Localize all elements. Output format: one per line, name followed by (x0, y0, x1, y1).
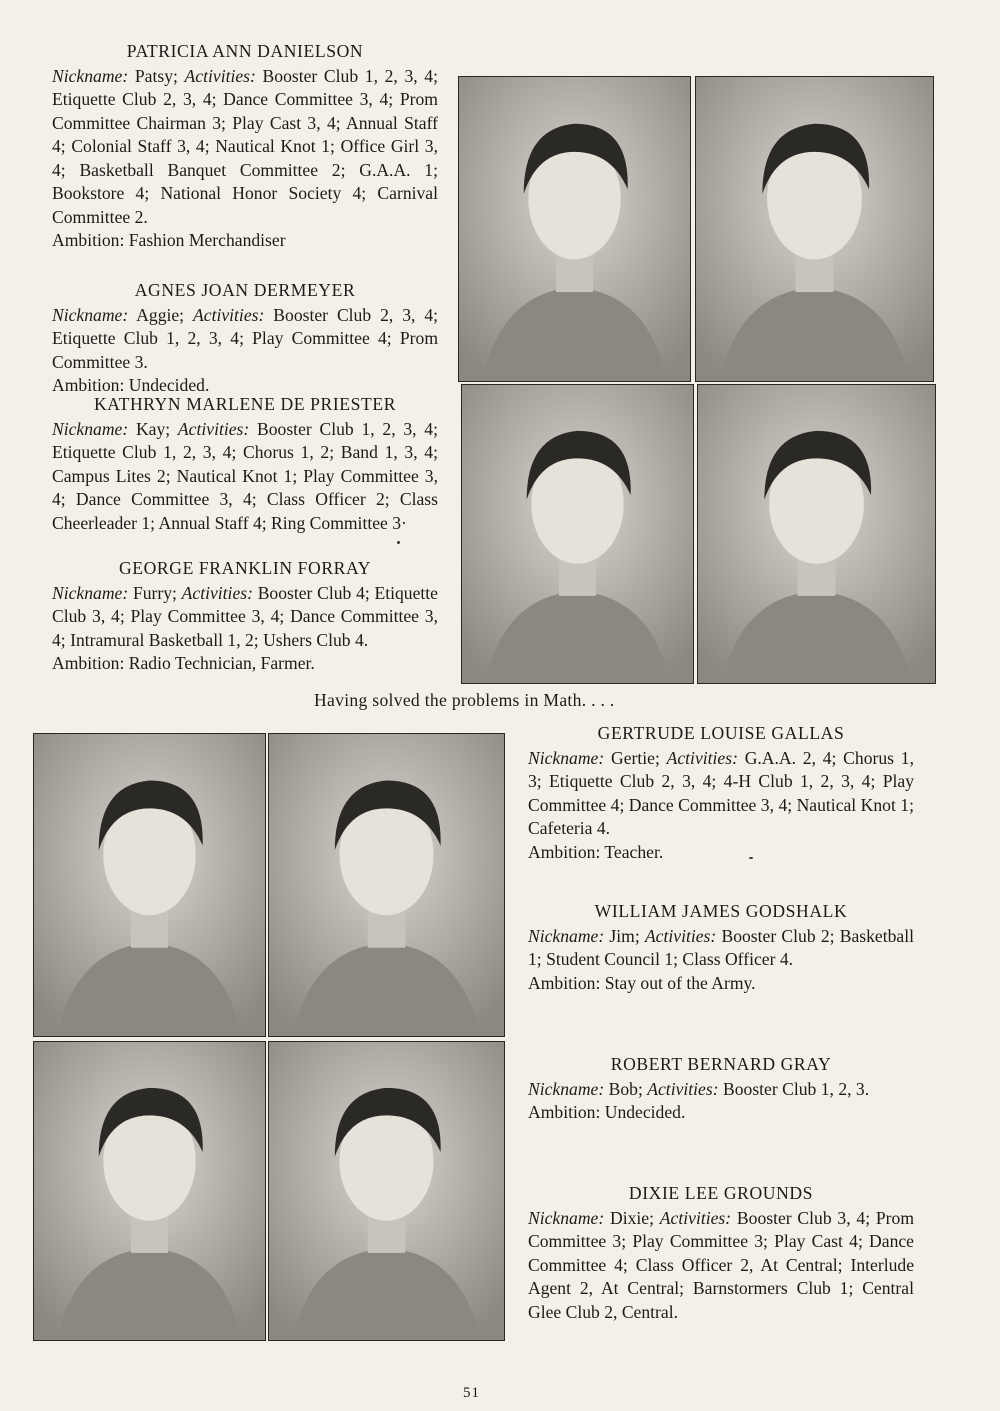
student-details (52, 304, 438, 375)
portrait-silhouette (698, 385, 935, 683)
student-entry-grounds (528, 1182, 914, 1324)
portrait-photo (461, 384, 694, 684)
activities-label: Activities: (181, 582, 253, 603)
student-details (528, 1078, 914, 1102)
activities-value: Booster Club 4; Etiquette Club 3, 4; Play Committee 3, 4; Dance Committee 3, 4; Intramural Basketball 1, 2; Ushers Club 4. (52, 582, 438, 650)
student-name: GERTRUDE LOUISE GALLAS (597, 723, 845, 743)
activities-value: Booster Club 2, 3, 4; Etiquette Club 1, 2, 3, 4; Play Committee 4; Prom Committee 3. (52, 304, 439, 372)
nickname-value: Dixie; (610, 1207, 654, 1228)
student-entry-dermeyer (52, 279, 438, 398)
activities-label: Activities: (184, 65, 256, 86)
nickname-label: Nickname: (52, 65, 129, 86)
ambition-line: Ambition: Teacher. (528, 841, 664, 862)
student-entry-godshalk (528, 900, 914, 995)
page-number: 51 (463, 1385, 480, 1401)
student-name: GEORGE FRANKLIN FORRAY (118, 558, 372, 578)
portrait-photo (33, 733, 266, 1037)
portrait-photo (695, 76, 934, 382)
activities-value: Booster Club 1, 2, 3, 4; Etiquette Club 2, 3, 4; Dance Committee 3, 4; Prom Committee Chairman 3; Play Cast 3, 4; Annual Staff 4; Colonial Staff 3, 4; Nautical Knot 1; Office Girl 3, 4; Basketball Banquet Committee 2; G.A.A. 1; Bookstore 4; National Honor Society 4; Carnival Committee 2. (52, 65, 438, 227)
portrait-photo (268, 1041, 505, 1341)
student-entry-de-priester (52, 393, 438, 535)
nickname-label: Nickname: (528, 925, 605, 946)
nickname-value: Bob; (608, 1078, 643, 1099)
student-name: ROBERT BERNARD GRAY (610, 1054, 832, 1074)
student-details (528, 925, 914, 972)
nickname-label: Nickname: (52, 582, 129, 603)
activities-label: Activities: (666, 747, 738, 768)
portrait-photo (697, 384, 936, 684)
activities-label: Activities: (193, 304, 265, 325)
nickname-label: Nickname: (52, 304, 129, 325)
activities-label: Activities: (644, 925, 717, 946)
student-entry-danielson (52, 40, 438, 253)
portrait-silhouette (696, 77, 933, 381)
student-name: PATRICIA ANN DANIELSON (126, 41, 364, 61)
student-name: KATHRYN MARLENE DE PRIESTER (93, 394, 397, 414)
print-speck (749, 857, 753, 859)
photo-caption: Having solved the problems in Math. . . . (314, 690, 615, 710)
activities-label: Activities: (659, 1207, 732, 1228)
nickname-label: Nickname: (528, 1207, 605, 1228)
portrait-silhouette (459, 77, 690, 381)
student-name: WILLIAM JAMES GODSHALK (594, 901, 848, 921)
activities-value: Booster Club 3, 4; Prom Committee 3; Play Committee 3; Play Cast 4; Dance Committee 4; Class Officer 2, At Central; Interlude Agent 2, At Central; Barnstormers Club 1; Central Glee Club 2, Central. (528, 1207, 915, 1322)
ambition-line: Ambition: Undecided. (52, 375, 210, 395)
ambition-line: Ambition: Radio Technician, Farmer. (52, 653, 315, 673)
ambition-line: Ambition: Undecided. (528, 1102, 686, 1122)
student-entry-forray (52, 557, 438, 676)
nickname-value: Aggie; (136, 304, 185, 325)
student-name: AGNES JOAN DERMEYER (134, 280, 356, 300)
nickname-value: Jim; (609, 925, 640, 946)
print-speck (397, 541, 400, 544)
student-entry-gallas (528, 722, 914, 864)
ambition-line: Ambition: Fashion Merchandiser (52, 230, 286, 250)
student-details (52, 418, 438, 536)
student-entry-gray (528, 1053, 914, 1125)
portrait-silhouette (462, 385, 693, 683)
nickname-value: Gertie; (610, 747, 660, 768)
portrait-silhouette (34, 734, 265, 1036)
activities-value: Booster Club 1, 2, 3. (722, 1078, 870, 1099)
student-details (52, 65, 438, 230)
ambition-line: Ambition: Stay out of the Army. (528, 972, 756, 993)
activities-label: Activities: (177, 418, 250, 439)
activities-value: Booster Club 2; Basketball 1; Student Council 1; Class Officer 4. (528, 925, 914, 969)
activities-label: Activities: (647, 1078, 719, 1099)
activities-value: Booster Club 1, 2, 3, 4; Etiquette Club 1, 2, 3, 4; Chorus 1, 2; Band 1, 3, 4; Campus Lites 2; Nautical Knot 1; Play Committee 3, 4; Dance Committee 3, 4; Class Officer 2; Class Cheerleader 1; Annual Staff 4; Ring Committee 3· (52, 418, 438, 533)
student-details (528, 1207, 914, 1325)
nickname-label: Nickname: (528, 1078, 605, 1099)
activities-value: G.A.A. 2, 4; Chorus 1, 3; Etiquette Club 2, 3, 4; 4-H Club 1, 2, 3, 4; Play Committee 4; Dance Committee 3, 4; Nautical Knot 1; Cafeteria 4. (528, 747, 914, 838)
student-details (52, 582, 438, 653)
nickname-value: Kay; (135, 418, 171, 439)
portrait-silhouette (269, 1042, 504, 1340)
portrait-photo (33, 1041, 266, 1341)
portrait-silhouette (34, 1042, 265, 1340)
portrait-photo (268, 733, 505, 1037)
portrait-photo (458, 76, 691, 382)
nickname-value: Patsy; (134, 65, 178, 86)
student-details (528, 747, 914, 841)
nickname-value: Furry; (132, 582, 177, 603)
nickname-label: Nickname: (528, 747, 605, 768)
student-name: DIXIE LEE GROUNDS (628, 1183, 814, 1203)
portrait-silhouette (269, 734, 504, 1036)
nickname-label: Nickname: (52, 418, 129, 439)
